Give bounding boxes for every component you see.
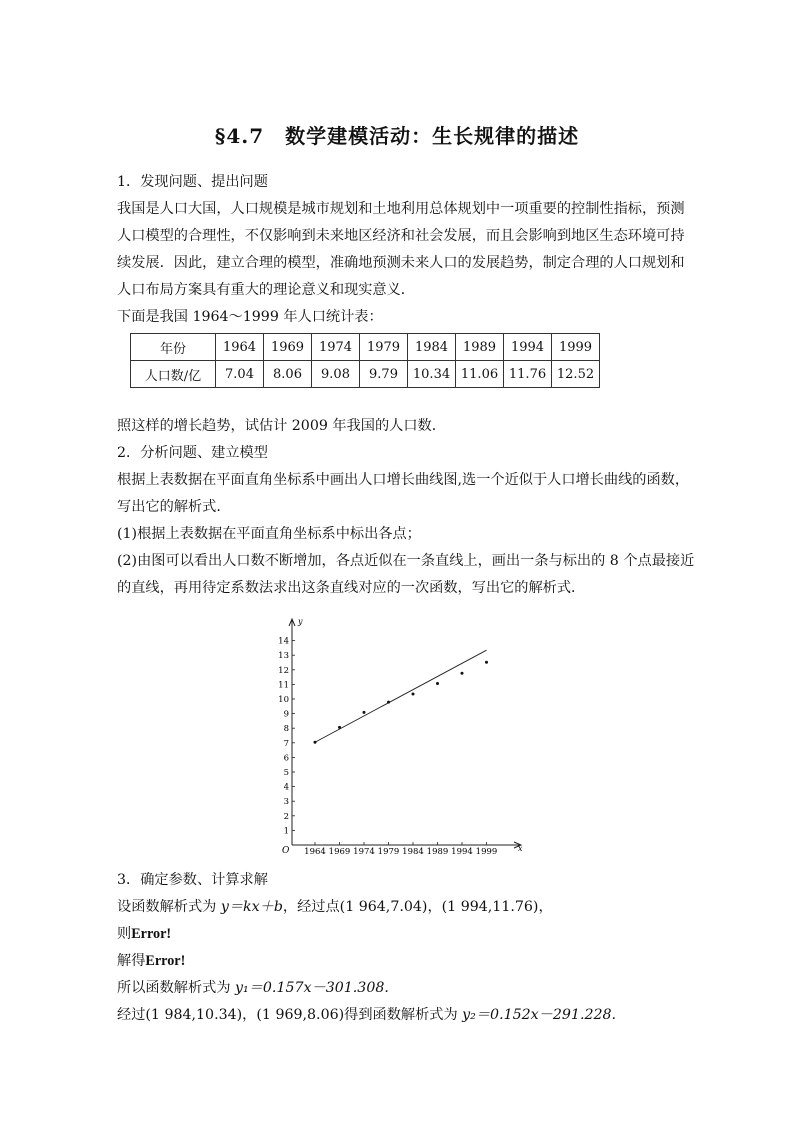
x-tick-label: 1974 (353, 847, 375, 857)
x-axis-label: x (518, 844, 523, 853)
table-header-cell: 年份 (131, 334, 216, 361)
table-cell: 11.06 (456, 361, 504, 388)
section1-heading: 1．发现问题、提出问题 (117, 174, 268, 190)
y-tick-label: 14 (278, 636, 289, 647)
y-tick-label: 6 (283, 753, 289, 764)
data-point (363, 711, 366, 714)
step-two-cont: 的直线，再用待定系数法求出这条直线对应的一次函数，写出它的解析式． (117, 580, 586, 596)
table-cell: 1994 (504, 334, 552, 361)
x-tick-label: 1984 (402, 847, 424, 857)
x-tick-label: 1989 (426, 847, 449, 857)
data-point (485, 661, 488, 664)
error-text: Error! (131, 926, 172, 942)
table-cell: 1999 (552, 334, 600, 361)
text: 设函数解析式为 (117, 899, 221, 915)
table-cell: 10.34 (408, 361, 456, 388)
text: ，经过点(1 964,7.04)，(1 994,11.76)， (282, 899, 553, 915)
data-point (436, 682, 439, 685)
y-tick-label: 9 (283, 709, 289, 720)
y-tick-label: 11 (278, 680, 289, 691)
step-one: (1)根据上表数据在平面直角坐标系中标出各点； (117, 526, 421, 542)
table-cell: 1974 (312, 334, 360, 361)
y-tick-label: 3 (283, 797, 289, 808)
y-axis-label: y (298, 617, 303, 626)
table-cell: 12.52 (552, 361, 600, 388)
table-row (131, 334, 600, 361)
formula: y＝kx＋b (220, 899, 283, 915)
y-tick-label: 7 (283, 738, 289, 749)
y-tick-label: 5 (283, 768, 289, 778)
table-cell: 1964 (216, 334, 264, 361)
x-tick-label: 1969 (328, 847, 351, 857)
data-point (461, 672, 464, 675)
text: 则 (117, 926, 132, 942)
page-title: §4.7 数学建模活动：生长规律的描述 (214, 124, 580, 148)
y-tick-label: 10 (278, 695, 289, 705)
data-point (338, 726, 341, 729)
formula-line (117, 1005, 687, 1025)
origin-label: O (282, 846, 290, 856)
table-cell: 1984 (408, 334, 456, 361)
table-cell: 1989 (456, 334, 504, 361)
paragraph-line: 人口布局方案具有重大的理论意义和现实意义． (117, 282, 415, 298)
paragraph-line: 续发展．因此，建立合理的模型，准确地预测未来人口的发展趋势，制定合理的人口规划和 (117, 255, 685, 271)
formula-line (117, 951, 687, 971)
formula: y₁＝0.157x－301.308. (235, 980, 389, 996)
x-tick-label: 1994 (451, 847, 473, 857)
formula-line (117, 924, 687, 944)
y-tick-label: 2 (283, 811, 289, 822)
step-two: (2)由图可以看出人口数不断增加，各点近似在一条直线上，画出一条与标出的 8 个点最接近 (117, 553, 695, 569)
paragraph-line: 我国是人口大国，人口规模是城市规划和土地利用总体规划中一项重要的控制性指标，预测 (117, 201, 685, 217)
text: 所以函数解析式为 (117, 980, 236, 996)
y-tick-label: 1 (283, 826, 289, 837)
data-point (412, 693, 415, 696)
formula-line (117, 897, 687, 917)
table-cell: 7.04 (216, 361, 264, 388)
table-header-cell: 人口数/亿 (131, 361, 216, 388)
paragraph-line: 写出它的解析式． (117, 499, 231, 515)
formula: y₂＝0.152x－291.228. (462, 1007, 617, 1023)
y-tick-label: 13 (278, 651, 289, 662)
table-cell: 9.79 (360, 361, 408, 388)
table-intro: 下面是我国 1964～1999 年人口统计表： (117, 309, 383, 325)
x-tick-label: 1999 (475, 847, 498, 857)
table-cell: 8.06 (264, 361, 312, 388)
table-row (131, 361, 600, 388)
y-tick-label: 12 (278, 665, 289, 676)
x-tick-label: 1964 (304, 847, 326, 857)
formula-line (117, 978, 687, 998)
population-table (130, 333, 600, 388)
table-cell: 1979 (360, 334, 408, 361)
paragraph-line: 根据上表数据在平面直角坐标系中画出人口增长曲线图,选一个近似于人口增长曲线的函数， (117, 472, 690, 488)
table-cell: 1969 (264, 334, 312, 361)
y-tick-label: 4 (283, 782, 289, 793)
fit-line (315, 650, 487, 742)
y-tick-label: 8 (283, 724, 289, 735)
text: 解得 (117, 953, 146, 969)
section2-heading: 2．分析问题、建立模型 (117, 445, 268, 461)
section3-heading: 3．确定参数、计算求解 (117, 872, 268, 888)
table-cell: 11.76 (504, 361, 552, 388)
estimate-question: 照这样的增长趋势，试估计 2009 年我国的人口数． (117, 418, 446, 434)
data-point (314, 741, 317, 744)
paragraph-line: 人口模型的合理性，不仅影响到未来地区经济和社会发展，而且会影响到地区生态环境可持 (117, 228, 685, 244)
error-text: Error! (145, 953, 186, 969)
population-scatter-chart (270, 614, 530, 858)
text: 经过(1 984,10.34)，(1 969,8.06)得到函数解析式为 (117, 1007, 463, 1023)
x-tick-label: 1979 (377, 847, 400, 857)
table-cell: 9.08 (312, 361, 360, 388)
data-point (387, 701, 390, 704)
